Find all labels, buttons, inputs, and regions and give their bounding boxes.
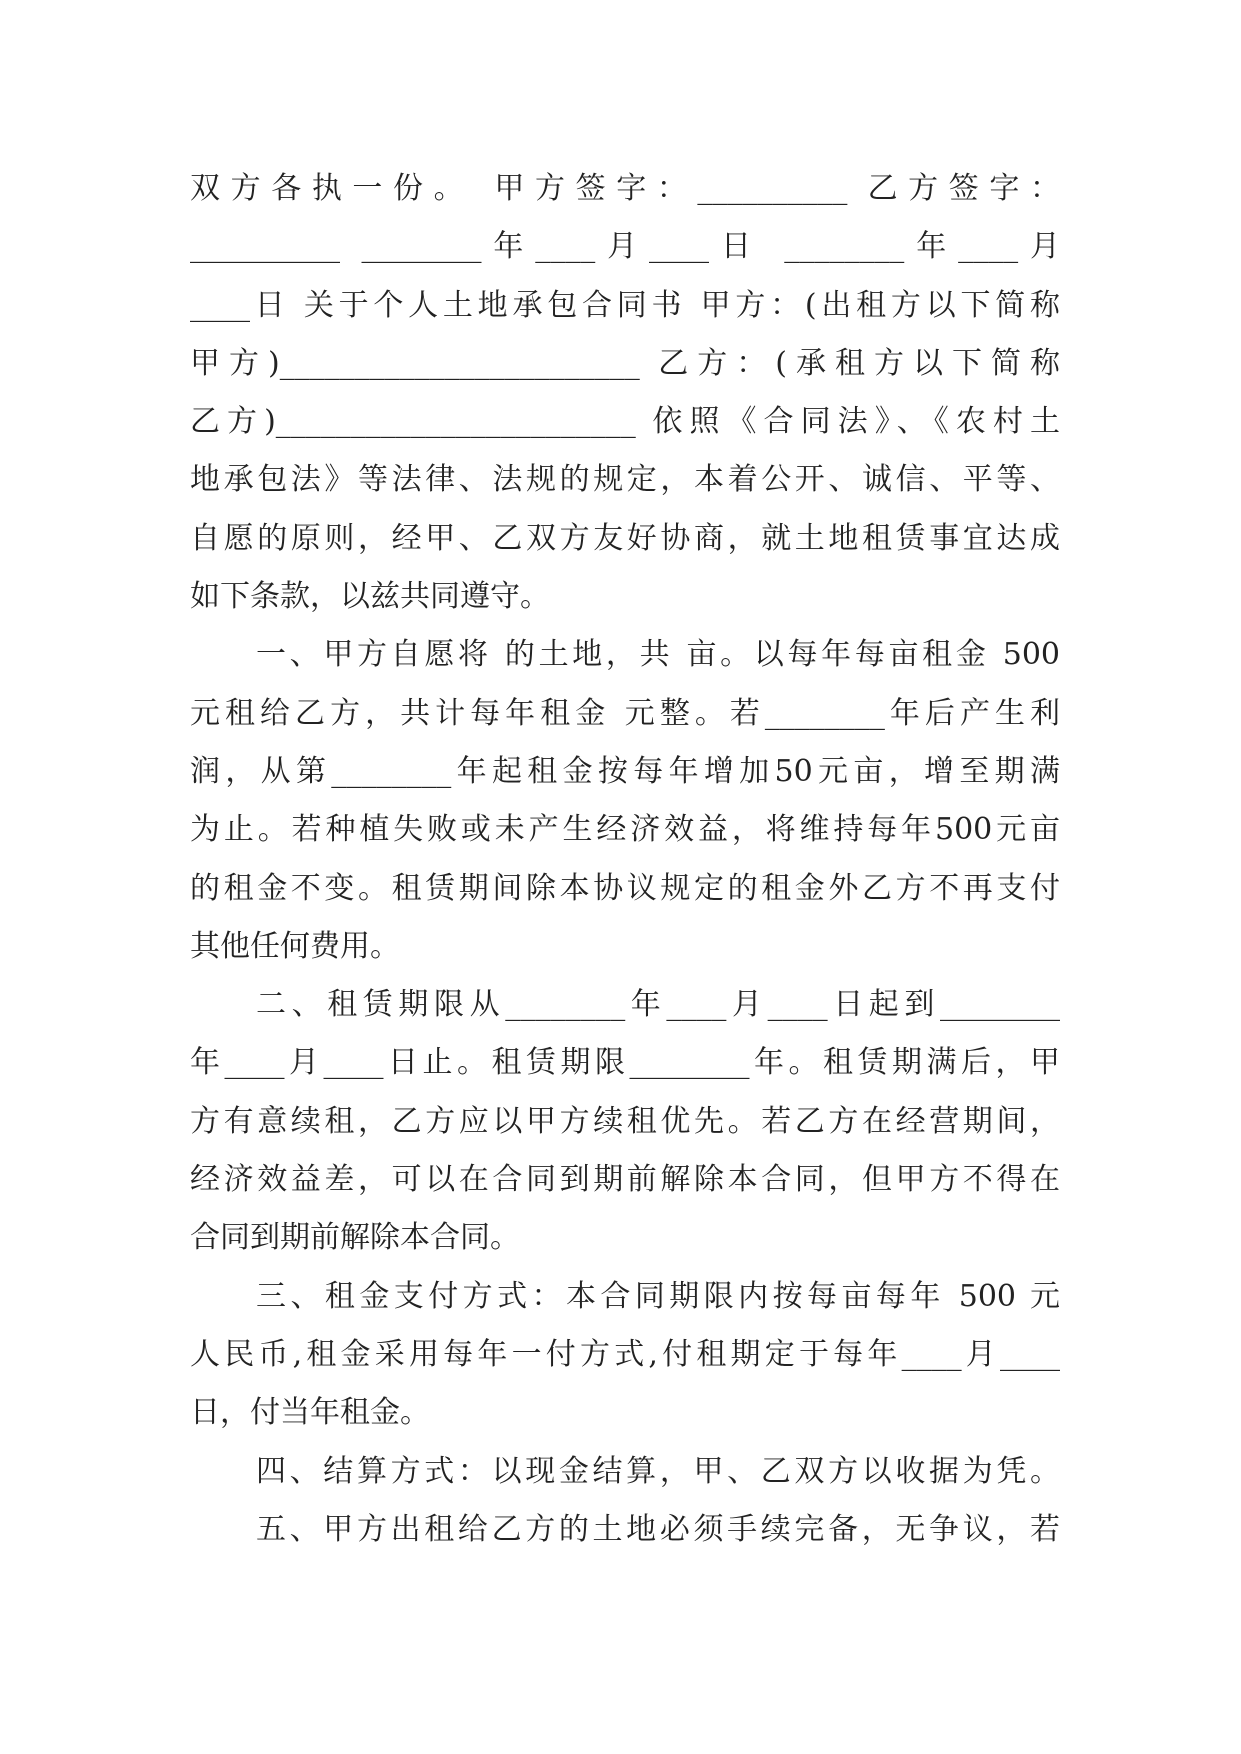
- text-line: 五、甲方出租给乙方的土地必须手续完备，无争议，若: [256, 1511, 1060, 1547]
- text-line: 润，从第________年起租金按每年增加50元亩，增至期满: [190, 753, 1060, 789]
- text-line: 如下条款，以兹共同遵守。: [190, 579, 550, 615]
- text-line: 甲方)________________________ 乙方：(承租方以下简称: [190, 345, 1060, 381]
- text-line: 乙方)________________________ 依照《合同法》、《农村土: [190, 404, 1060, 440]
- text-line: 二、租赁期限从________年____月____日起到________: [256, 987, 1060, 1023]
- contract-text-body: [190, 160, 1060, 1559]
- text-line: 方有意续租，乙方应以甲方续租优先。若乙方在经营期间，: [190, 1103, 1060, 1139]
- text-line: 合同到期前解除本合同。: [190, 1220, 520, 1256]
- text-line: 一、甲方自愿将 的土地，共 亩。以每年每亩租金 500: [256, 637, 1060, 673]
- text-line: 经济效益差，可以在合同到期前解除本合同，但甲方不得在: [190, 1162, 1060, 1198]
- text-line: 三、租金支付方式：本合同期限内按每亩每年 500 元: [256, 1278, 1060, 1314]
- text-line: 年____月____日止。租赁期限________年。租赁期满后，甲: [190, 1045, 1060, 1081]
- text-line: 其他任何费用。: [190, 928, 400, 964]
- text-line: 人民币,租金采用每年一付方式,付租期定于每年____月____: [190, 1336, 1060, 1372]
- text-line: 四、结算方式：以现金结算，甲、乙双方以收据为凭。: [256, 1453, 1060, 1489]
- text-line: 为止。若种植失败或未产生经济效益，将维持每年500元亩: [190, 812, 1060, 848]
- text-line: 双方各执一份。 甲方签字：__________ 乙方签字：: [190, 171, 1060, 206]
- text-line: 日，付当年租金。: [190, 1395, 430, 1431]
- text-line: __________ ________年____月____日 ________年____月: [190, 229, 1060, 265]
- text-line: 元租给乙方，共计每年租金 元整。若________年后产生利: [190, 695, 1060, 731]
- text-line: ____日 关于个人土地承包合同书 甲方：(出租方以下简称: [190, 287, 1060, 323]
- text-line: 自愿的原则，经甲、乙双方友好协商，就土地租赁事宜达成: [190, 520, 1060, 556]
- text-line: 地承包法》等法律、法规的规定，本着公开、诚信、平等、: [190, 462, 1060, 498]
- text-line: 的租金不变。租赁期间除本协议规定的租金外乙方不再支付: [190, 870, 1060, 906]
